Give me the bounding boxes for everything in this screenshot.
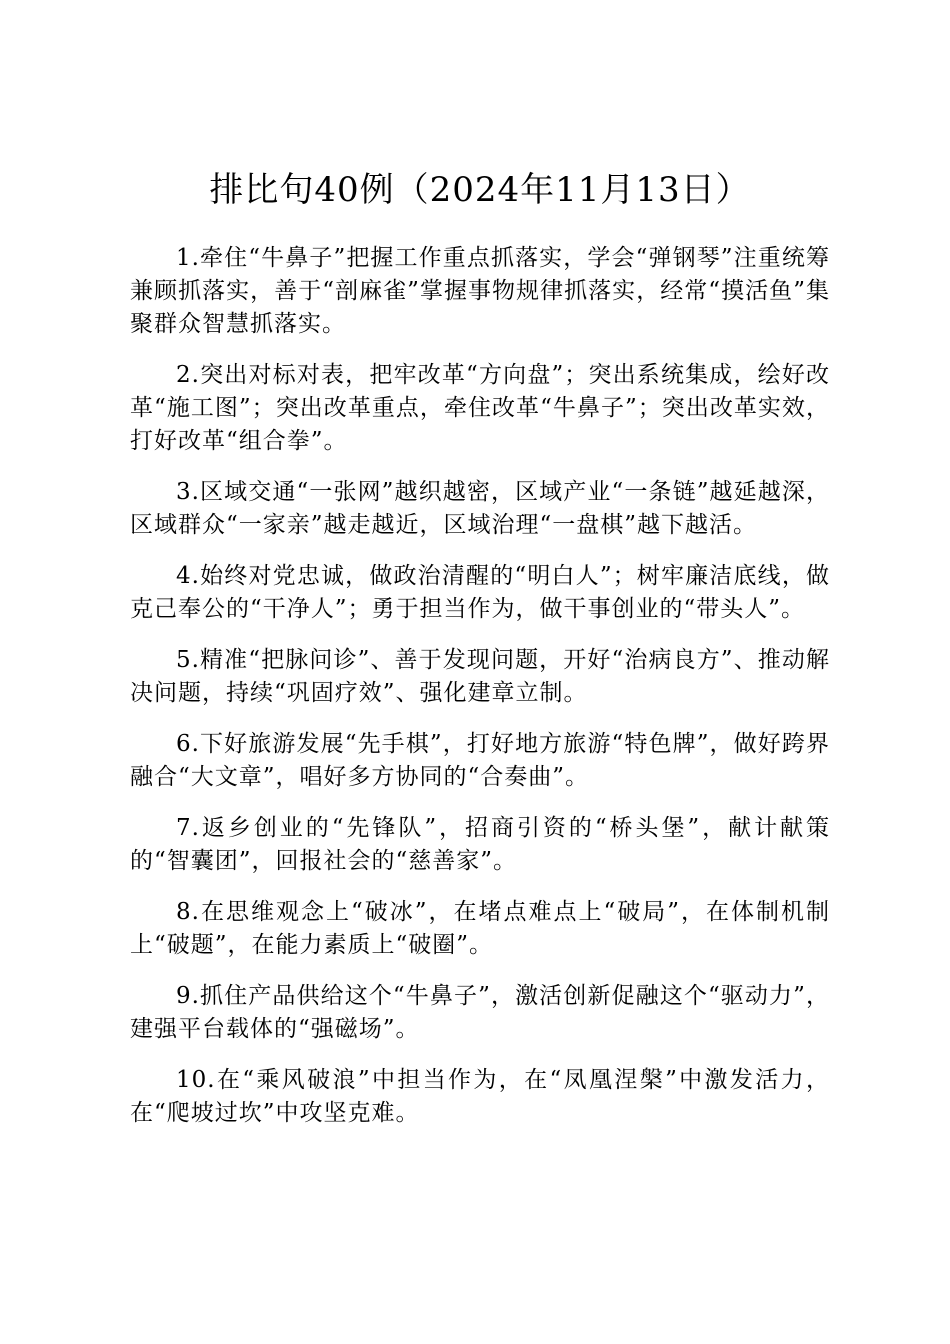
paragraph-5: 5.精准“把脉问诊”、善于发现问题，开好“治病良方”、推动解决问题，持续“巩固疗效”、强化建章立制。 — [130, 647, 830, 706]
paragraph-3: 3.区域交通“一张网”越织越密，区域产业“一条链”越延越深，区域群众“一家亲”越走越近，区域治理“一盘棋”越下越活。 — [130, 479, 830, 538]
paragraph-2: 2.突出对标对表，把牢改革“方向盘”；突出系统集成，绘好改革“施工图”；突出改革重点，牵住改革“牛鼻子”；突出改革实效，打好改革“组合拳”。 — [130, 362, 830, 454]
paragraph-1: 1.牵住“牛鼻子”把握工作重点抓落实，学会“弹钢琴”注重统筹兼顾抓落实，善于“剖麻雀”掌握事物规律抓落实，经常“摸活鱼”集聚群众智慧抓落实。 — [130, 245, 830, 337]
paragraph-8: 8.在思维观念上“破冰”，在堵点难点上“破局”，在体制机制上“破题”，在能力素质上“破圈”。 — [130, 899, 830, 958]
paragraph-9: 9.抓住产品供给这个“牛鼻子”，激活创新促融这个“驱动力”，建强平台载体的“强磁场”。 — [130, 983, 830, 1042]
paragraph-6: 6.下好旅游发展“先手棋”，打好地方旅游“特色牌”，做好跨界融合“大文章”，唱好多方协同的“合奏曲”。 — [130, 731, 830, 790]
paragraph-4: 4.始终对党忠诚，做政治清醒的“明白人”；树牢廉洁底线，做克己奉公的“干净人”；勇于担当作为，做干事创业的“带头人”。 — [130, 563, 830, 622]
document-page — [130, 168, 830, 1148]
paragraph-10: 10.在“乘风破浪”中担当作为，在“凤凰涅槃”中激发活力，在“爬坡过坎”中攻坚克难。 — [130, 1067, 830, 1126]
document-title: 排比句40例（2024年11月13日） — [209, 170, 751, 210]
paragraph-7: 7.返乡创业的“先锋队”，招商引资的“桥头堡”，献计献策的“智囊团”，回报社会的“慈善家”。 — [130, 815, 830, 874]
